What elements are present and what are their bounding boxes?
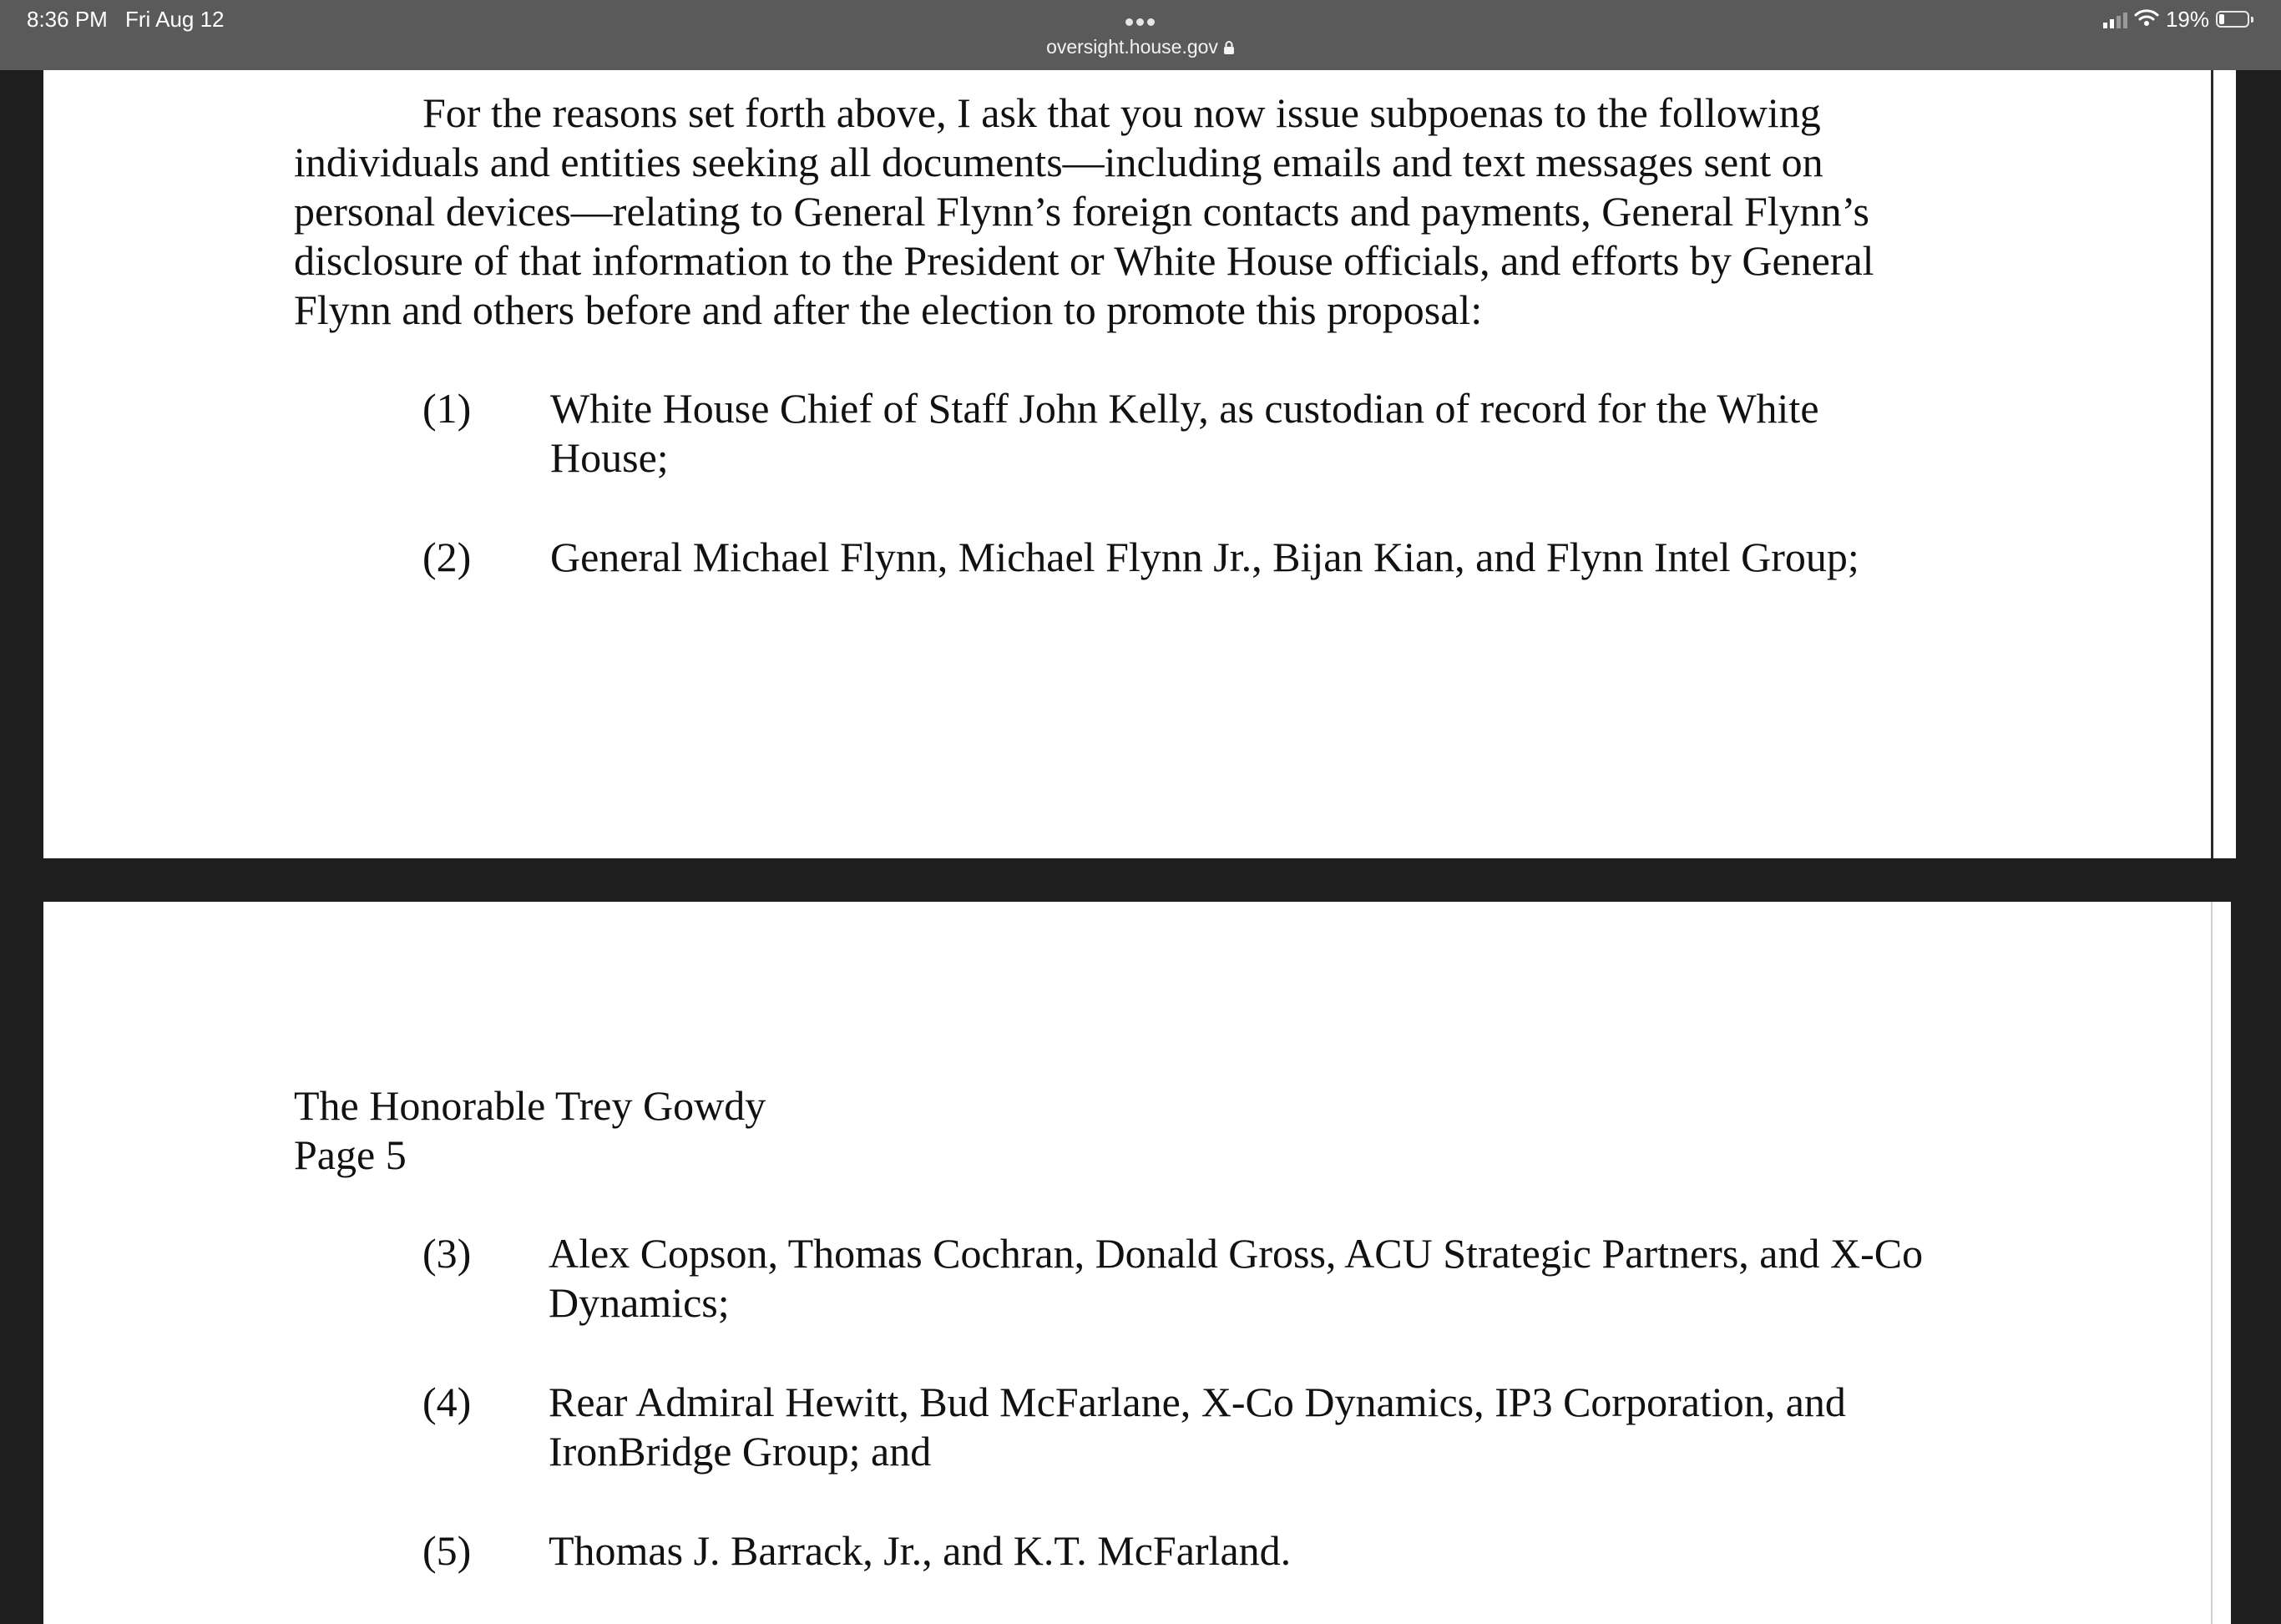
paragraph-line: disclosure of that information to the President or White House officials, and efforts by General [294,237,1874,284]
cellular-signal-icon [2103,10,2127,28]
list-item-number: (5) [422,1527,472,1574]
scan-edge [2211,70,2213,858]
paragraph-line: Flynn and others before and after the election to promote this proposal: [294,286,1483,333]
status-time: 8:36 PM [27,7,108,32]
letter-recipient: The Honorable Trey Gowdy [294,1082,766,1129]
list-item-text: White House Chief of Staff John Kelly, as custodian of record for the White [550,385,1819,432]
document-page [43,902,2231,1624]
list-item-text: Dynamics; [549,1279,730,1326]
list-item-text: Rear Admiral Hewitt, Bud McFarlane, X-Co Dynamics, IP3 Corporation, and [549,1379,1846,1425]
wifi-icon [2134,8,2159,31]
status-bar [0,0,2281,70]
scan-edge [2211,902,2213,1624]
battery-percent: 19% [2165,7,2209,32]
page-number: Page 5 [294,1131,407,1178]
paragraph-line: For the reasons set forth above, I ask that you now issue subpoenas to the following [422,89,1821,136]
list-item-text: General Michael Flynn, Michael Flynn Jr., Bijan Kian, and Flynn Intel Group; [550,534,1859,580]
paragraph-line: individuals and entities seeking all documents—including emails and text messages sent on [294,139,1823,185]
list-item-text: Alex Copson, Thomas Cochran, Donald Gross, ACU Strategic Partners, and X-Co [549,1230,1924,1277]
list-item-number: (2) [422,534,472,580]
lock-icon [1223,33,1235,63]
list-item-text: Thomas J. Barrack, Jr., and K.T. McFarland. [549,1527,1292,1574]
status-right [2103,5,2249,33]
list-item-text: House; [550,434,669,481]
list-item-number: (4) [422,1379,472,1425]
paragraph-line: personal devices—relating to General Flynn’s foreign contacts and payments, General Flynn’s [294,188,1869,235]
list-item-text: IronBridge Group; and [549,1428,932,1475]
more-dots-icon[interactable] [1124,7,1157,32]
list-item-number: (3) [422,1230,472,1277]
status-date: Fri Aug 12 [125,7,225,32]
document-page [43,70,2236,858]
list-item-number: (1) [422,385,472,432]
url-text[interactable]: oversight.house.gov [1046,36,1218,58]
battery-icon [2216,11,2249,28]
address-bar[interactable] [0,32,2281,63]
